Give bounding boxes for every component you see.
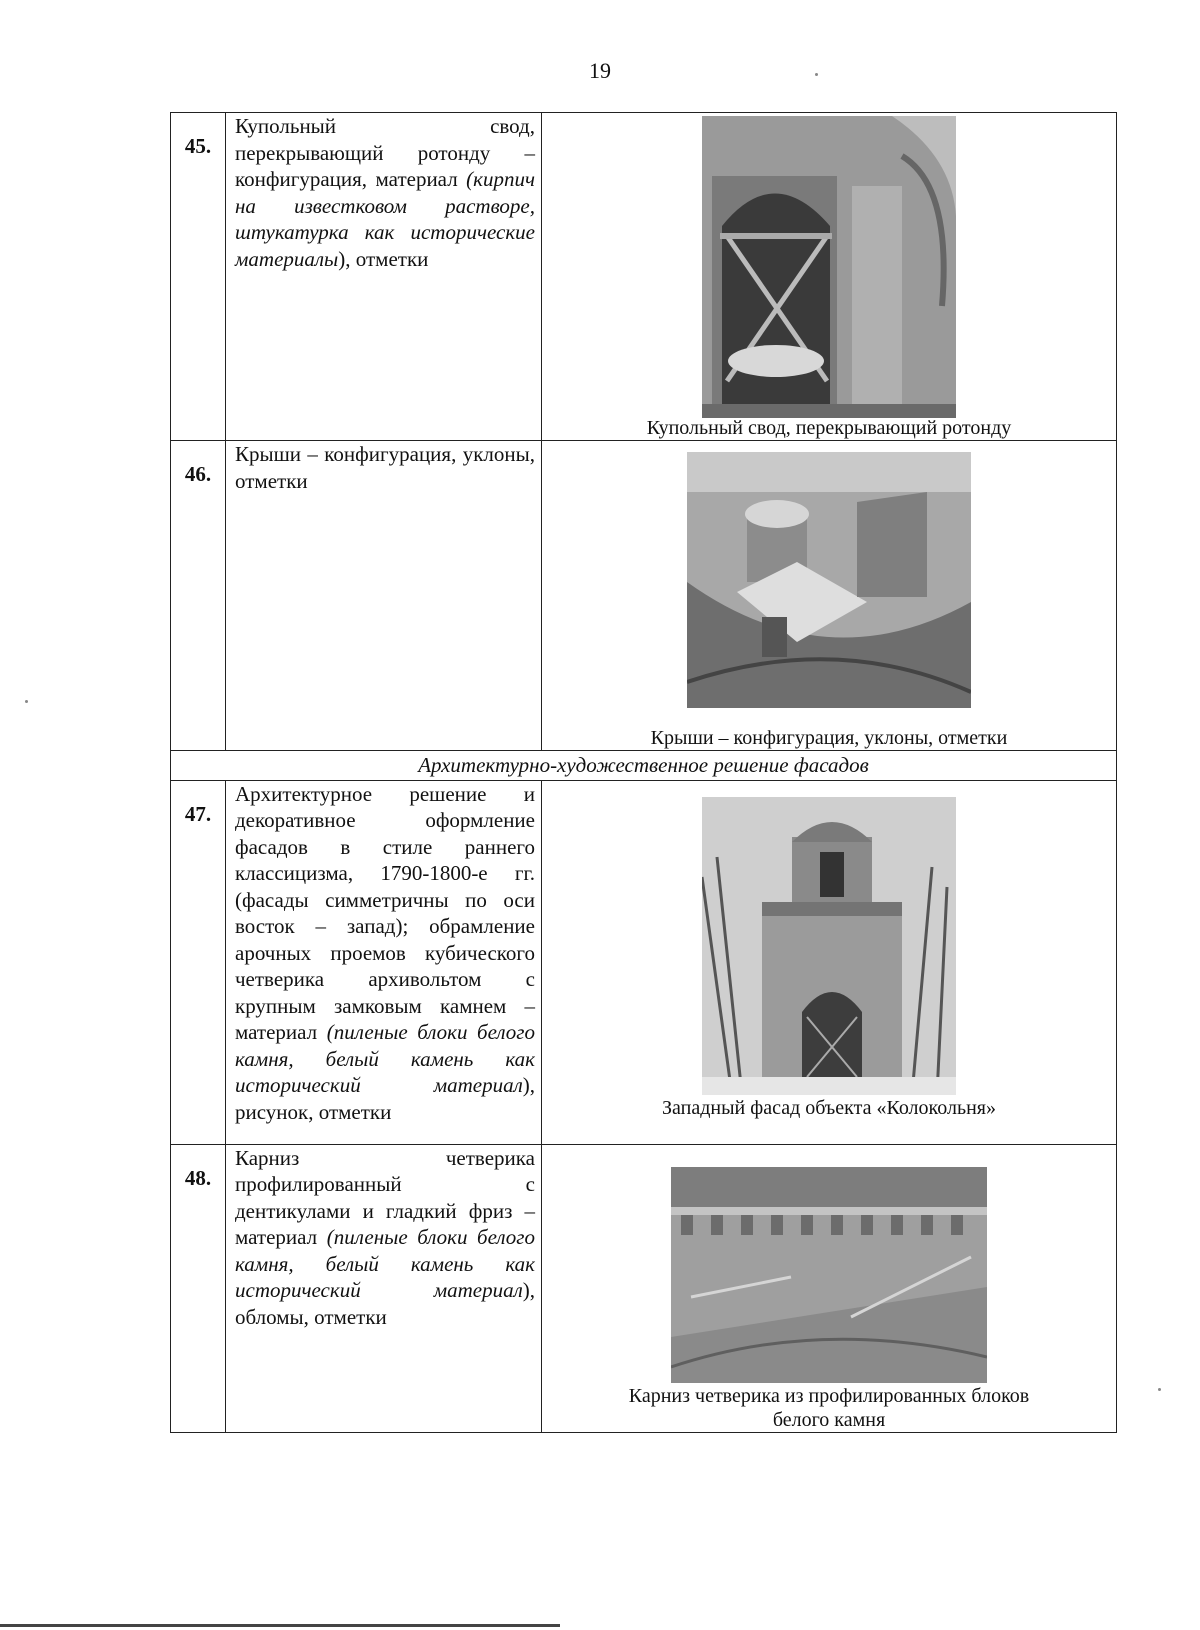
row-image-cell xyxy=(542,113,1117,441)
scan-artifact-line xyxy=(0,1624,560,1627)
row-description: Купольный свод, перекрывающий ротонду – конфигурация, материал (кирпич на известковом растворе, штукатурка как исторические материалы), отметки xyxy=(226,113,542,441)
image-caption: Западный фасад объекта «Колокольня» xyxy=(662,1096,996,1119)
row-image-cell xyxy=(542,441,1117,751)
table-row xyxy=(171,441,1117,751)
image-caption: Купольный свод, перекрывающий ротонду xyxy=(646,417,1012,439)
row-image-cell xyxy=(542,1144,1117,1432)
row-image-cell xyxy=(542,780,1117,1144)
row-number: 45. xyxy=(171,113,226,441)
image-caption: Карниз четверика из профилированных блоков белого камня xyxy=(628,1384,1030,1431)
scan-speck xyxy=(815,73,818,76)
section-heading-row xyxy=(171,751,1117,781)
image-caption: Крыши – конфигурация, уклоны, отметки xyxy=(650,727,1008,749)
row-number: 47. xyxy=(171,780,226,1144)
table-row xyxy=(171,1144,1117,1432)
monument-elements-table xyxy=(170,112,1117,1433)
table-row xyxy=(171,113,1117,441)
table-row xyxy=(171,780,1117,1144)
row-description: Карниз четверика профилированный с дентикулами и гладкий фриз – материал (пиленые блоки белого камня, белый камень как исторический материал), обломы, отметки xyxy=(226,1144,542,1432)
roofs-aerial-photo-icon xyxy=(687,452,971,708)
scan-speck xyxy=(1158,1388,1161,1391)
cornice-detail-photo-icon xyxy=(671,1167,987,1383)
row-description: Архитектурное решение и декоративное оформление фасадов в стиле раннего классицизма, 1790-1800-е гг. (фасады симметричны по оси восток – запад); обрамление арочных проемов кубического четверика архивольтом с крупным замковым камнем – материал (пиленые блоки белого камня, белый камень как исторический материал), рисунок, отметки xyxy=(226,780,542,1144)
page-number: 19 xyxy=(589,58,611,83)
row-description: Крыши – конфигурация, уклоны, отметки xyxy=(226,441,542,751)
scan-speck xyxy=(25,700,28,703)
row-number: 48. xyxy=(171,1144,226,1432)
section-heading: Архитектурно-художественное решение фасадов xyxy=(171,751,1117,781)
row-number: 46. xyxy=(171,441,226,751)
rotunda-dome-photo-icon xyxy=(702,116,956,418)
bell-tower-facade-photo-icon xyxy=(702,797,956,1095)
